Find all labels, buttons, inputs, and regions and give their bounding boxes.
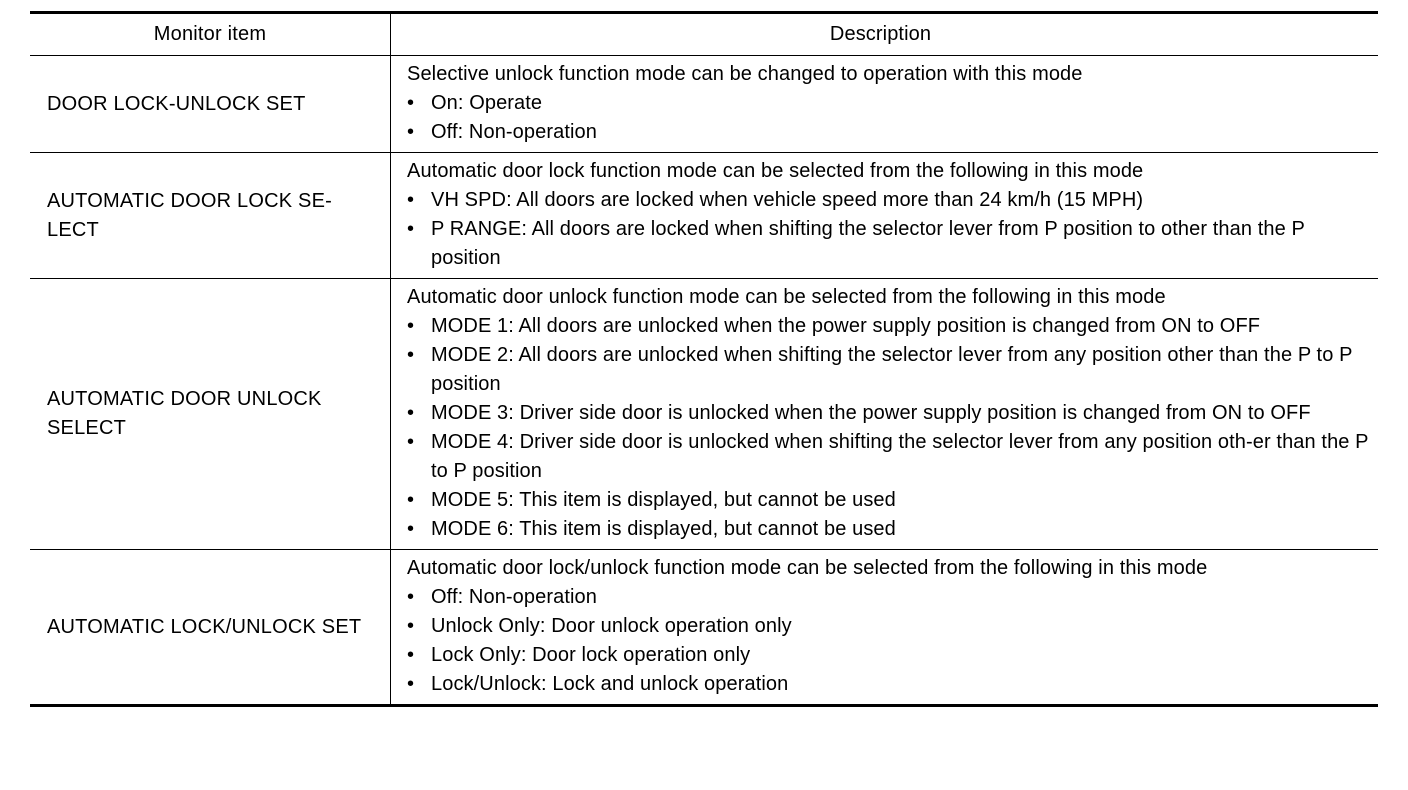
description-intro: Selective unlock function mode can be changed to operation with this mode: [407, 63, 1083, 85]
list-item-text: On: Operate: [431, 92, 543, 114]
bullet-icon: •: [407, 489, 415, 511]
list-item-text: Lock/Unlock: Lock and unlock operation: [431, 673, 789, 695]
bullet-icon: •: [407, 315, 415, 337]
monitor-item-cell: [30, 279, 391, 549]
monitor-item-text: AUTOMATIC DOOR LOCK SE-LECT: [47, 189, 333, 241]
list-item: [407, 399, 1370, 428]
description-cell: [391, 279, 1378, 549]
bullet-icon: •: [407, 121, 415, 143]
list-item-text: MODE 3: Driver side door is unlocked when the power supply position is changed from ON to OFF: [431, 402, 1311, 424]
description-list: [407, 312, 1370, 544]
list-item: [407, 428, 1370, 486]
list-item-text: Unlock Only: Door unlock operation only: [431, 615, 792, 637]
description-intro: Automatic door lock function mode can be selected from the following in this mode: [407, 160, 1144, 182]
list-item: [407, 583, 1370, 612]
bullet-icon: •: [407, 344, 415, 366]
list-item: [407, 670, 1370, 699]
description-cell: [391, 550, 1378, 704]
list-item-text: Off: Non-operation: [431, 586, 597, 608]
list-item-text: VH SPD: All doors are locked when vehicle speed more than 24 km/h (15 MPH): [431, 189, 1144, 211]
table-row: [30, 279, 1378, 550]
monitor-item-cell: [30, 550, 391, 704]
list-item-text: MODE 6: This item is displayed, but cannot be used: [431, 518, 896, 540]
bullet-icon: •: [407, 189, 415, 211]
list-item: [407, 186, 1370, 215]
description-cell: [391, 153, 1378, 278]
list-item-text: Off: Non-operation: [431, 121, 597, 143]
description-cell: [391, 56, 1378, 152]
monitor-item-cell: [30, 153, 391, 278]
list-item: [407, 341, 1370, 399]
header-description: Description: [829, 23, 932, 45]
list-item: [407, 486, 1370, 515]
list-item: [407, 515, 1370, 544]
list-item-text: MODE 1: All doors are unlocked when the power supply position is changed from ON to OFF: [431, 315, 1261, 337]
list-item: [407, 612, 1370, 641]
list-item: [407, 641, 1370, 670]
bullet-icon: •: [407, 615, 415, 637]
monitor-item-text: AUTOMATIC DOOR UNLOCK SELECT: [47, 388, 322, 439]
table-row: [30, 56, 1378, 153]
list-item-text: P RANGE: All doors are locked when shifting the selector lever from P position to other than the P position: [431, 218, 1305, 269]
list-item: [407, 118, 1370, 147]
table-header-row: [30, 14, 1378, 56]
bullet-icon: •: [407, 586, 415, 608]
list-item: [407, 312, 1370, 341]
description-list: [407, 186, 1370, 273]
bullet-icon: •: [407, 402, 415, 424]
description-intro: Automatic door unlock function mode can be selected from the following in this mode: [407, 286, 1166, 308]
list-item: [407, 215, 1370, 273]
list-item: [407, 89, 1370, 118]
header-monitor-item: Monitor item: [30, 14, 391, 55]
table-row: [30, 153, 1378, 279]
description-list: [407, 583, 1370, 699]
bullet-icon: •: [407, 218, 415, 240]
list-item-text: MODE 2: All doors are unlocked when shifting the selector lever from any position other than the P to P position: [431, 344, 1353, 395]
monitor-item-cell: [30, 56, 391, 152]
bullet-icon: •: [407, 644, 415, 666]
bullet-icon: •: [407, 673, 415, 695]
list-item-text: Lock Only: Door lock operation only: [431, 644, 751, 666]
monitor-item-text: AUTOMATIC LOCK/UNLOCK SET: [47, 615, 362, 638]
description-intro: Automatic door lock/unlock function mode can be selected from the following in this mode: [407, 557, 1208, 579]
bullet-icon: •: [407, 518, 415, 540]
bullet-icon: •: [407, 431, 415, 453]
description-list: [407, 89, 1370, 147]
monitor-item-table: [30, 11, 1378, 707]
bullet-icon: •: [407, 92, 415, 114]
list-item-text: MODE 4: Driver side door is unlocked when shifting the selector lever from any position oth-er than the P to P position: [431, 431, 1369, 482]
list-item-text: MODE 5: This item is displayed, but cannot be used: [431, 489, 896, 511]
table-row: [30, 550, 1378, 704]
monitor-item-text: DOOR LOCK-UNLOCK SET: [47, 92, 306, 115]
